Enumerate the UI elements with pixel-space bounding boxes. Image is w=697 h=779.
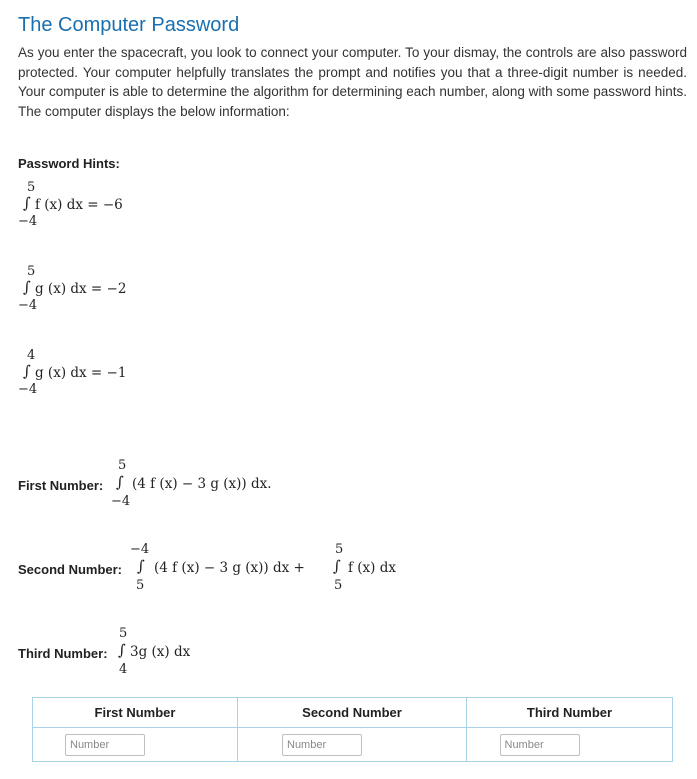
integral-sign-icon: ∫ — [137, 557, 145, 575]
lower-limit: −4 — [18, 298, 38, 313]
answer-table-input-row — [33, 728, 673, 762]
integrand: (4 f (x) − 3 g (x)) dx + — [154, 560, 305, 576]
integral-sign-icon: ∫ — [23, 278, 31, 296]
first-number-integral — [111, 458, 371, 512]
upper-limit: 5 — [27, 180, 36, 195]
third-number-label: Third Number: — [18, 646, 108, 661]
hint-integral-2 — [18, 264, 218, 314]
integrand: 3g (x) dx — [130, 644, 191, 660]
integrand: g (x) dx = −1 — [35, 365, 127, 381]
integral-sign-icon: ∫ — [118, 641, 126, 659]
integrand: g (x) dx = −2 — [35, 281, 127, 297]
second-number-cell — [238, 728, 467, 762]
lower-limit: −4 — [18, 382, 38, 397]
hint-integral-3 — [18, 348, 218, 398]
third-number-cell — [467, 728, 673, 762]
upper-limit: −4 — [130, 542, 150, 557]
integrand-2: f (x) dx — [348, 560, 396, 576]
second-number-input[interactable] — [282, 734, 362, 756]
upper-limit-2: 5 — [335, 542, 344, 557]
page-title: The Computer Password — [18, 14, 240, 36]
third-number-integral — [116, 626, 276, 680]
upper-limit: 5 — [118, 458, 127, 473]
first-number-cell — [33, 728, 238, 762]
integrand: (4 f (x) − 3 g (x)) dx. — [132, 476, 272, 492]
integral-sign-icon: ∫ — [23, 194, 31, 212]
integral-sign-icon: ∫ — [116, 473, 124, 491]
answer-table — [32, 697, 673, 762]
second-number-label: Second Number: — [18, 562, 123, 577]
integral-sign-icon: ∫ — [333, 557, 341, 575]
lower-limit: −4 — [111, 494, 131, 509]
lower-limit: 5 — [136, 578, 145, 593]
first-number-label: First Number: — [18, 478, 104, 493]
header-first-number: First Number — [33, 698, 238, 728]
answer-table-header-row — [33, 698, 673, 728]
header-second-number: Second Number — [238, 698, 467, 728]
lower-limit: −4 — [18, 214, 38, 229]
first-number-input[interactable] — [65, 734, 145, 756]
header-third-number: Third Number — [467, 698, 673, 728]
intro-paragraph: As you enter the spacecraft, you look to connect your computer. To your dismay, the controls are also password protected. Your computer helpfully translates the prompt and notifies you that a three-digit number is needed. Your computer is able to determine the algorithm for determining each number, along with some password hints. The computer displays the below information: — [18, 45, 687, 119]
upper-limit: 5 — [27, 264, 36, 279]
integral-sign-icon: ∫ — [23, 362, 31, 380]
hint-integral-1 — [18, 180, 218, 230]
upper-limit: 4 — [27, 348, 36, 363]
password-hints-heading: Password Hints: — [18, 156, 120, 171]
upper-limit: 5 — [119, 626, 128, 641]
lower-limit: 4 — [119, 662, 128, 677]
third-number-input[interactable] — [500, 734, 580, 756]
integrand: f (x) dx = −6 — [35, 197, 123, 213]
second-number-integral — [130, 542, 430, 596]
lower-limit-2: 5 — [334, 578, 343, 593]
